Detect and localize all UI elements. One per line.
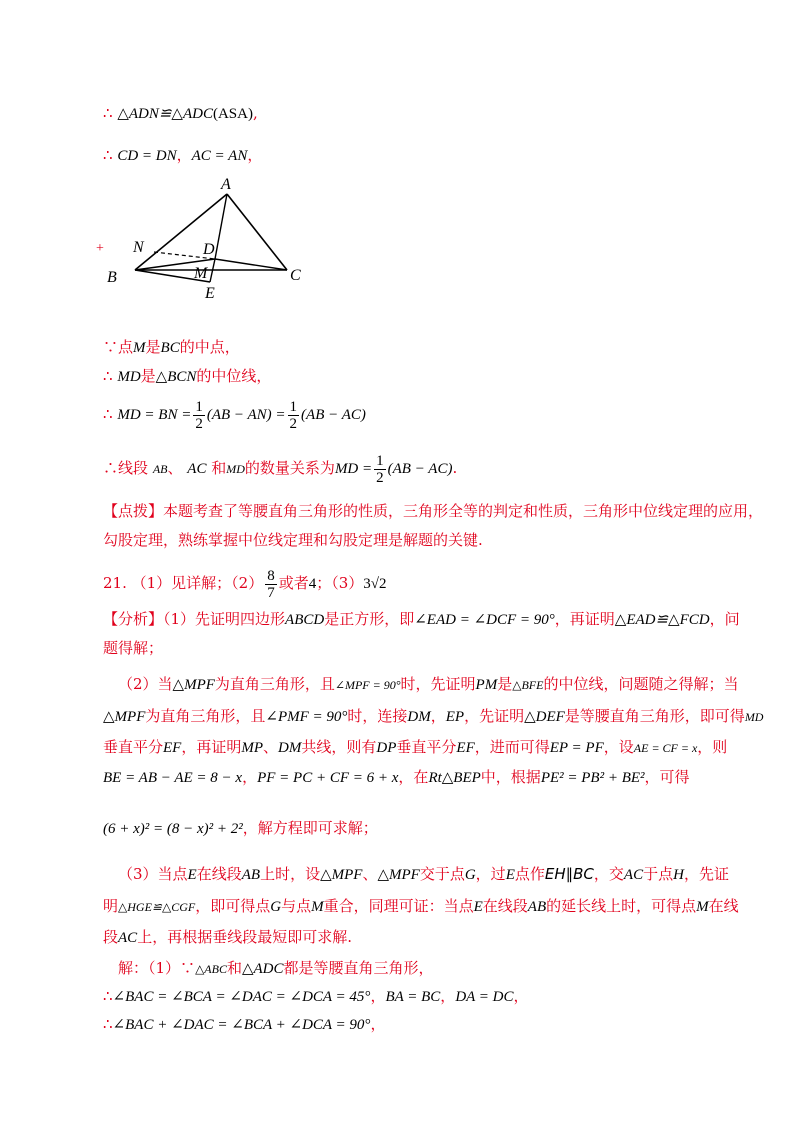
analysis-line-1 [103,609,740,630]
triangle-mpf: △MPF [377,867,420,883]
fraction-half [374,453,386,486]
text: ，过 [475,865,506,883]
text: 于点 [643,865,674,883]
label-c: C [290,267,301,284]
var-ab: AB [152,462,168,476]
text: 、 [167,459,183,477]
text: ，则 [697,738,728,756]
analysis-line-5 [103,737,727,758]
text: 的延长线上时，可得点 [546,897,697,915]
text: 的中位线， [196,367,272,385]
var-e: E [505,867,515,883]
var-m: M [133,340,146,356]
text: ， [513,987,529,1005]
label-m: M [194,265,208,282]
text: 的数量关系为 [244,459,335,477]
text: 重合，同理可证：当点 [323,897,474,915]
proof-line-1 [103,103,258,124]
text: 、 [362,865,378,883]
text: ，进而可得 [474,738,550,756]
text: 在线段 [482,897,528,915]
triangle-bcn: △BCN [155,369,197,385]
analysis-line-10 [103,927,352,948]
analysis-line-2: 题得解； [103,639,164,657]
text: （1）见详解；（2） [131,574,264,592]
text: ，在 [398,768,429,786]
text: 和 [211,459,227,477]
analysis-line-3 [118,674,738,695]
var-md: MD [117,369,141,385]
solution-line-3 [103,1014,385,1035]
asa-label: (ASA) [212,106,253,122]
equation: AE = CF = x [633,741,698,755]
edge-dc [215,259,287,270]
proof-line-4 [103,366,271,387]
text: 为直角三角形，且 [214,675,335,693]
equation: BA = BC [385,989,441,1005]
geometry-figure [90,170,320,310]
text: 是 [145,338,161,356]
fraction-half [193,399,205,432]
text: 垂直平分 [396,738,457,756]
var-e: E [473,899,483,915]
text: 是等腰直角三角形，即可得 [564,707,745,725]
proof-line-3 [103,337,240,358]
edge-ad [215,194,227,259]
label-d: D [203,241,215,258]
text: ，设 [603,738,634,756]
var-ac: AC [118,930,138,946]
therefore-symbol: ∴ [103,104,113,122]
proof-line-2 [103,145,262,166]
fraction-8-7 [265,568,277,601]
text: ，问 [709,610,740,628]
equation: △MPF [103,709,146,725]
punct: ， [176,146,192,164]
equation-part: MD = [334,461,373,477]
var-h: H [673,867,684,883]
triangle-bfe: △BFE [512,678,544,692]
numerator: 8 [267,567,275,584]
text: 是正方形，即 [324,610,415,628]
triangle-adc: △ADC [241,961,284,977]
var-ac: AC [623,867,644,883]
text: 上，再根据垂线段最短即可求解. [137,928,352,946]
text: 点作 [514,865,545,883]
numerator: 1 [376,452,384,469]
equation-part: (AB − AC) [301,407,366,423]
text: 是 [140,367,156,385]
numerator: 1 [289,398,298,415]
equation: PF = PC + CF = 6 + x [257,770,399,786]
equation: BE = AB − AE = 8 − x [103,770,243,786]
equation: ∠MPF = 90° [334,678,401,692]
therefore-symbol: ∴ [103,459,119,477]
text: 交于点 [419,865,465,883]
text: ，再证明 [554,610,615,628]
text: 共线，则有 [301,738,377,756]
text: ， [430,707,446,725]
triangle-bep: Rt△BEP [428,770,481,786]
equation: ∠EAD = ∠DCF = 90° [414,612,555,628]
var-e: E [187,867,197,883]
analysis-line-7 [103,818,378,839]
text: ，可得 [644,768,690,786]
var-dm: DM [278,740,302,756]
answer-3-root-2: 3√2 [363,576,387,592]
text: 中，根据 [480,768,541,786]
because-symbol: ∵ [103,338,119,356]
plus-mark: + [96,241,104,256]
numerator: 1 [195,398,203,415]
text: ；（3） [316,574,364,592]
text: 时，连接 [347,707,408,725]
equation-cd-dn: CD = DN [117,148,177,164]
edge-ac [227,194,287,270]
text: （2）当 [118,675,173,693]
equation: EP = PF [549,740,604,756]
tip-line-1: 【点拨】本题考查了等腰直角三角形的性质，三角形全等的判定和性质，三角形中位线定理的应用， [103,502,764,520]
denominator: 2 [195,415,203,432]
var-m: M [311,899,324,915]
equation: ∠PMF = 90° [265,709,348,725]
text: ，先证 [683,865,729,883]
value-four: 4 [308,576,317,592]
label-b: B [107,269,117,286]
equation: DA = DC [455,989,514,1005]
text: 和 [226,959,242,977]
var-mp: MP [241,740,264,756]
text: ， [242,768,258,786]
text: ，再证明 [181,738,242,756]
var-g: G [270,899,282,915]
equation-part: (AB − AC) [387,461,453,477]
text: 线段 [118,459,149,477]
therefore-symbol: ∴ [103,146,113,164]
equation: ∠BAC + ∠DAC = ∠BCA + ∠DCA = 90° [112,1017,371,1033]
text: 段 [103,928,119,946]
punct: . [452,459,458,477]
text: 为直角三角形，且 [145,707,266,725]
text: 上时，设 [260,865,321,883]
text: ，即可得点 [195,897,271,915]
denominator: 2 [289,415,298,432]
var-pm: PM [475,677,498,693]
congruence-expr: △ADN≌△ADC [117,106,213,122]
equation: ∠BAC = ∠BCA = ∠DAC = ∠DCA = 45° [112,989,371,1005]
label-a: A [221,176,231,193]
denominator: 7 [267,584,275,601]
text: 时，先证明 [400,675,476,693]
var-m: M [696,899,709,915]
triangle-def: △DEF [524,709,565,725]
therefore-symbol: ∴ [103,367,113,385]
parallel-expr: EH∥BC [544,865,594,883]
congruence-expr: △HGE≌△CGF [118,900,196,914]
var-abcd: ABCD [285,612,325,628]
text: 的中点， [179,338,240,356]
label-e: E [205,285,215,302]
equation: △EAD≌△FCD [614,612,710,628]
solution-line-2 [103,986,529,1007]
text: ，先证明 [464,707,525,725]
text: 【分析】（1）先证明四边形 [103,610,286,628]
var-ab: AB [241,867,261,883]
var-md: MD [226,462,245,476]
q21-answer-line [103,566,387,601]
analysis-line-8 [118,864,729,885]
text: ， [370,1015,386,1033]
var-ef: EF [163,740,182,756]
triangle-mpf: △MPF [320,867,363,883]
var-ef: EF [456,740,475,756]
equation: (6 + x)² = (8 − x)² + 2² [103,821,243,837]
question-number: 21. [103,574,127,592]
text: 或者 [278,574,309,592]
therefore-symbol: ∴ [103,987,113,1005]
equation-ac-an: AC = AN [191,148,248,164]
label-n: N [133,239,144,256]
proof-line-5 [103,397,366,432]
text: 在线段 [196,865,242,883]
text: 在线 [708,897,739,915]
text: 点 [118,338,134,356]
text: ， [440,987,456,1005]
text: ，交 [593,865,624,883]
punct: ， [247,146,263,164]
because-symbol: ∵ [180,959,196,977]
text: 明 [103,897,119,915]
var-dm: DM [407,709,431,725]
fraction-half [288,399,300,432]
equation-part: (AB − AN) = [206,407,286,423]
proof-line-6 [103,451,457,486]
var-bc: BC [160,340,180,356]
text: 与点 [281,897,312,915]
var-ac: AC [187,461,207,477]
therefore-symbol: ∴ [103,1015,113,1033]
text: 垂直平分 [103,738,164,756]
analysis-line-9 [103,896,739,917]
solution-line-1 [118,958,434,979]
text: 、 [263,738,279,756]
text: 是 [497,675,513,693]
text: ，解方程即可求解； [242,819,378,837]
equation: PE² = PB² + BE² [540,770,645,786]
text: ， [370,987,386,1005]
equation: △MPF [172,677,215,693]
therefore-symbol: ∴ [103,405,113,423]
var-md: MD [744,710,764,724]
var-dp: DP [376,740,397,756]
denominator: 2 [376,469,384,486]
analysis-line-4 [103,706,763,727]
equation-part: MD = BN = [117,407,192,423]
analysis-line-6 [103,767,690,788]
var-ep: EP [445,709,465,725]
text: 都是等腰直角三角形， [283,959,434,977]
text: （3）当点 [118,865,188,883]
var-ab: AB [527,899,547,915]
tip-line-2: 勾股定理，熟练掌握中位线定理和勾股定理是解题的关键. [103,531,483,549]
triangle-abc: △ABC [195,962,227,976]
punct: , [252,104,258,122]
text: 解：（1） [118,959,181,977]
text: 的中位线，问题随之得解；当 [543,675,739,693]
var-g: G [464,867,476,883]
